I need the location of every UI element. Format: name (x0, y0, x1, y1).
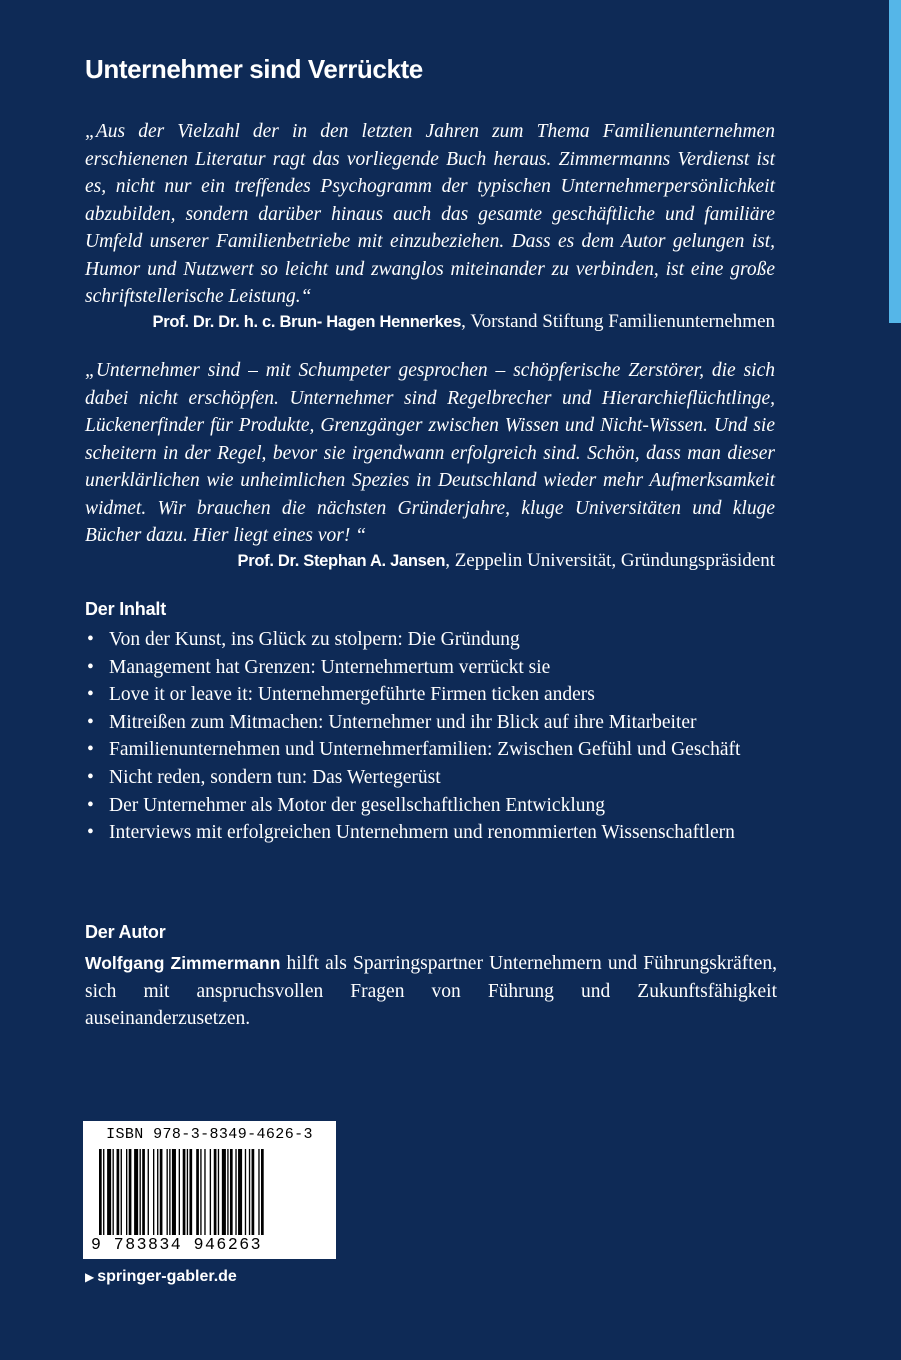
barcode-bar (157, 1149, 158, 1235)
website-text: springer-gabler.de (97, 1268, 237, 1285)
bullet-icon: • (87, 739, 94, 761)
quote-author-role: , Zeppelin Universität, Gründungspräsident (445, 550, 775, 571)
bullet-icon: • (87, 684, 94, 706)
barcode-bar (117, 1149, 120, 1235)
list-item-text: Familienunternehmen und Unternehmerfamilien: Zwischen Gefühl und Geschäft (109, 739, 741, 761)
page-title: Unternehmer sind Verrückte (85, 54, 423, 84)
quote-author-role: , Vorstand Stiftung Familienunternehmen (461, 311, 775, 332)
quote-attribution (238, 550, 775, 572)
barcode-bar (196, 1149, 199, 1235)
barcode-bar (126, 1149, 127, 1235)
list-item-text: Nicht reden, sondern tun: Das Wertegerüst (109, 766, 441, 788)
barcode-bar (249, 1149, 250, 1235)
barcode-bar (142, 1149, 145, 1235)
author-bio-text: hilft als Sparringspartner Unternehmern und Führungskräften, sich mit anspruchsvollen Fragen von Führung und Zukunftsfähigkeit auseinanderzusetzen. (85, 953, 777, 1030)
barcode-bar (230, 1149, 233, 1235)
barcode-bar (258, 1149, 259, 1235)
barcode-bar (167, 1149, 168, 1235)
barcode-bar (140, 1149, 141, 1235)
barcode-bar (261, 1149, 264, 1235)
contents-heading: Der Inhalt (85, 599, 167, 619)
bullet-icon: • (87, 629, 94, 650)
list-item (85, 819, 785, 847)
list-item (85, 654, 785, 682)
list-item-text: Management hat Grenzen: Unternehmertum verrückt sie (109, 656, 551, 678)
barcode-bar (129, 1149, 132, 1235)
barcode-bar (121, 1149, 122, 1235)
list-item-text: Von der Kunst, ins Glück zu stolpern: Die Gründung (109, 629, 520, 650)
bullet-icon: • (87, 766, 94, 788)
author-name: Wolfgang Zimmermann (85, 953, 281, 973)
barcode-bar (103, 1149, 104, 1235)
barcode-bar (134, 1149, 138, 1235)
list-item (85, 736, 785, 764)
bullet-icon: • (87, 822, 94, 844)
list-item-text: Der Unternehmer als Motor der gesellschaftlichen Entwicklung (109, 794, 606, 816)
list-item (85, 764, 785, 792)
list-item-text: Interviews mit erfolgreichen Unternehmern und renommierten Wissenschaftlern (109, 822, 735, 844)
quote-attribution (153, 311, 775, 333)
website-link[interactable] (85, 1268, 237, 1286)
barcode-bar (169, 1149, 170, 1235)
barcode-bar (153, 1149, 154, 1235)
barcode-bar (172, 1149, 176, 1235)
barcode-bar (204, 1149, 205, 1235)
barcode-bar (107, 1149, 111, 1235)
quote-text: „Aus der Vielzahl der in den letzten Jahren zum Thema Familienunternehmen erschienenen Literatur ragt das vorliegende Buch heraus. Zimmermanns Verdienst ist es, nicht nur ein treffendes Psychogramm der typischen Unternehmerpersönlichkeit abzubilden, sondern darüber hinaus auch das gesamte geschäftliche und familiäre Umfeld unserer Familienbetriebe mit einzubeziehen. Dass es dem Autor gelungen ist, Humor und Nutzwert so leicht und zwanglos miteinander zu verbinden, ist eine große schriftstellerische Leistung.“ (85, 121, 775, 307)
barcode-bar (218, 1149, 219, 1235)
barcode-bar (214, 1149, 217, 1235)
quote-text: „Unternehmer sind – mit Schumpeter gesprochen – schöpferische Zerstörer, die sich dabei nicht erschöpfen. Unternehmer sind Regelbrecher und Hierarchieflüchtlinge, Lückenerfinder für Produkte, Grenzgänger zwischen Wissen und Nicht-Wissen. Und sie scheitern in der Regel, bevor sie irgendwann erfolgreich sind. Schön, dass man dieser unerklärlichen wie unheimlichen Spezies in Deutschland wieder mehr Aufmerksamkeit widmet. Wir brauchen die nächsten Gründerjahre, kluge Universitäten und kluge Bücher dazu. Hier liegt eines vor! “ (85, 360, 775, 546)
quote-author: Prof. Dr. Dr. h. c. Brun- Hagen Hennerkes (152, 313, 462, 331)
barcode-bar (222, 1149, 226, 1235)
barcode-bar (187, 1149, 188, 1235)
isbn-label: ISBN 978-3-8349-4626-3 (106, 1126, 313, 1143)
list-item (85, 681, 785, 709)
accent-bar (889, 0, 901, 323)
barcode-bar (200, 1149, 201, 1235)
barcode-bar (148, 1149, 149, 1235)
isbn-digits: 9 783834 946263 (91, 1235, 263, 1254)
barcode-bar (113, 1149, 114, 1235)
barcode-bars (97, 1149, 323, 1235)
list-item (85, 709, 785, 737)
barcode-bar (210, 1149, 211, 1235)
barcode-bar (160, 1149, 163, 1235)
list-item-text: Mitreißen zum Mitmachen: Unternehmer und ihr Blick auf ihre Mitarbeiter (109, 711, 697, 733)
bullet-icon: • (87, 794, 94, 816)
list-item (85, 792, 785, 820)
contents-list (85, 626, 785, 847)
barcode-bar (245, 1149, 246, 1235)
bullet-icon: • (87, 711, 94, 733)
barcode-bar (238, 1149, 242, 1235)
barcode-bar (183, 1149, 186, 1235)
barcode-bar (235, 1149, 236, 1235)
barcode-bar (179, 1149, 180, 1235)
list-item (85, 626, 785, 654)
bullet-icon: • (87, 656, 94, 678)
arrow-right-icon: ▶ (85, 1270, 95, 1284)
author-bio (85, 950, 777, 1033)
barcode-bar (189, 1149, 192, 1235)
quote-author: Prof. Dr. Stephan A. Jansen (237, 552, 446, 570)
barcode-bar (99, 1149, 102, 1235)
author-heading: Der Autor (85, 922, 166, 942)
isbn-barcode (83, 1121, 336, 1259)
barcode-bar (252, 1149, 255, 1235)
barcode-bar (227, 1149, 228, 1235)
list-item-text: Love it or leave it: Unternehmergeführte Firmen ticken anders (109, 684, 595, 706)
